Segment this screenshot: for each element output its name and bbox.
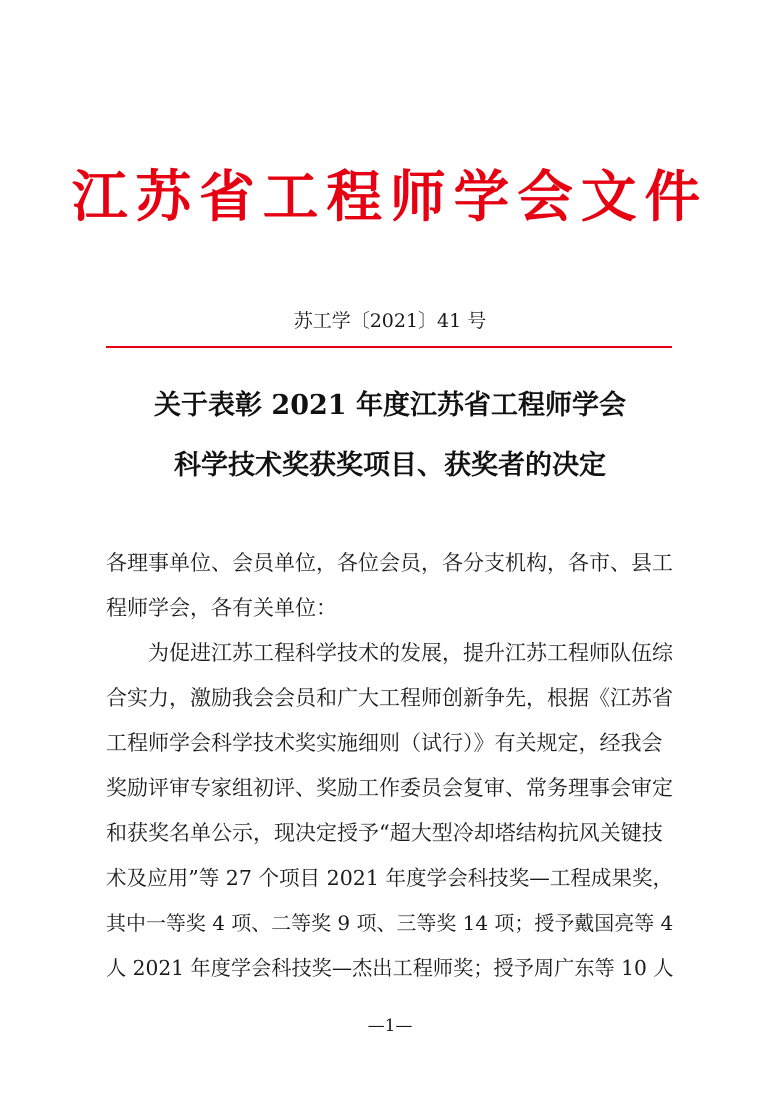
document-heading-line-1: 关于表彰 2021 年度江苏省工程师学会 [154, 390, 626, 421]
body-line-7: 和获奖名单公示，现决定授予“超大型冷却塔结构抗风关键技 [106, 821, 663, 845]
body-line-9: 其中一等奖 4 项、二等奖 9 项、三等奖 14 项；授予戴国亮等 4 [106, 911, 674, 935]
body-line-8: 术及应用”等 27 个项目 2021 年度学会科技奖—工程成果奖， [106, 866, 674, 890]
page-number: —1— [367, 1016, 413, 1036]
body-line-salutation-2: 程师学会，各有关单位： [106, 596, 337, 620]
body-line-6: 奖励评审专家组初评、奖励工作委员会复审、常务理事会审定 [106, 776, 673, 800]
body-line-3: 为促进江苏工程科学技术的发展，提升江苏工程师队伍综 [148, 641, 673, 665]
document-heading-line-2: 科学技术奖获奖项目、获奖者的决定 [174, 450, 606, 481]
header-red-divider [106, 346, 672, 348]
body-line-salutation-1: 各理事单位、会员单位，各位会员，各分支机构，各市、县工 [106, 551, 673, 575]
document-number: 苏工学〔2021〕41 号 [293, 310, 487, 332]
document-issuer-title: 江苏省工程师学会文件 [71, 165, 709, 230]
body-line-4: 合实力，激励我会会员和广大工程师创新争先，根据《江苏省 [106, 686, 673, 710]
body-line-5: 工程师学会科学技术奖实施细则（试行）》有关规定，经我会 [106, 731, 663, 755]
body-line-10: 人 2021 年度学会科技奖—杰出工程师奖；授予周广东等 10 人 [106, 956, 674, 980]
